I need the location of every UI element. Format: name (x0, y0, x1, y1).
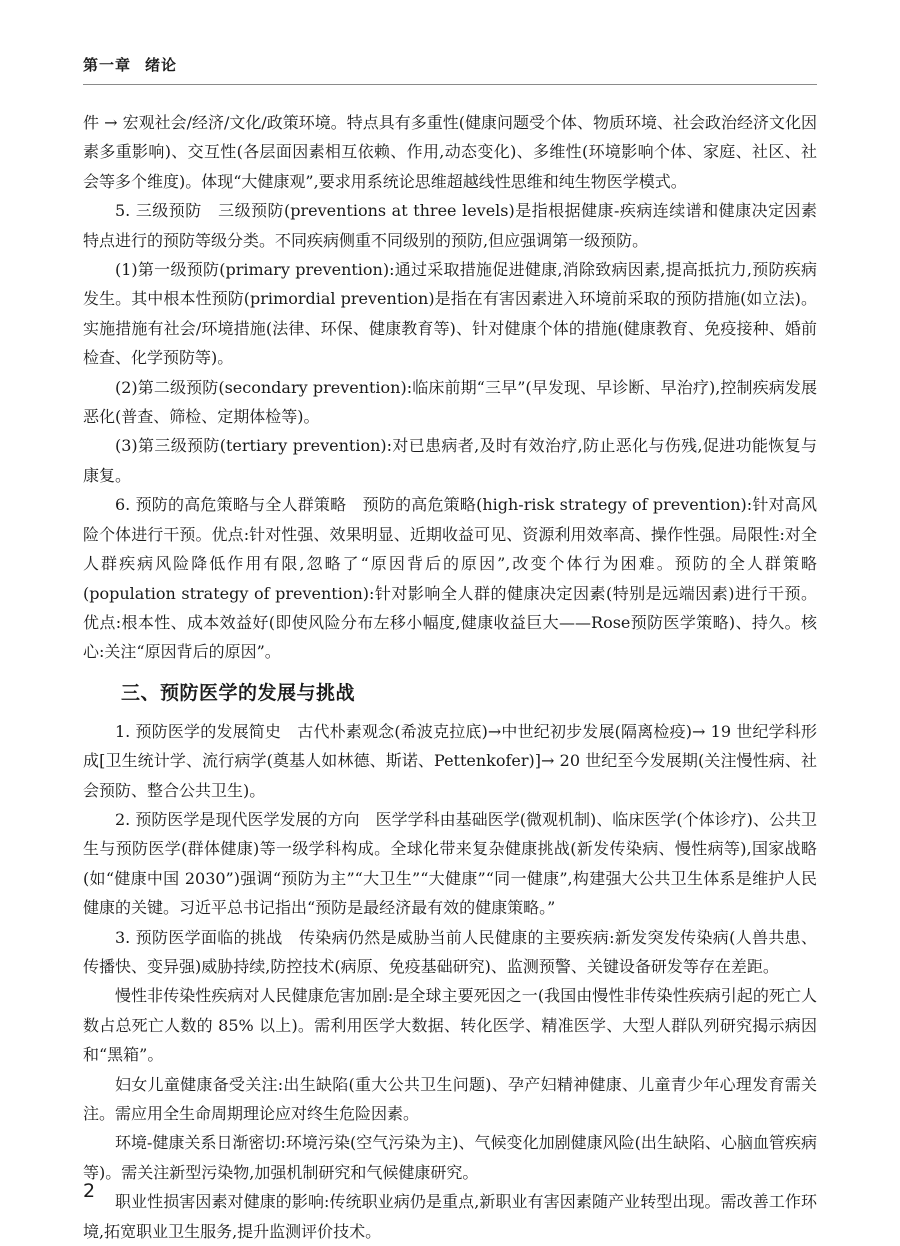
item-5-text: 三级预防(preventions at three levels)是指根据健康-疾病连续谱和健康决定因素特点进行的预防等级分类。不同疾病侧重不同级别的预防,但应强调第一级预防。 (83, 201, 817, 250)
item-6-heading: 6. 预防的高危策略与全人群策略 (115, 495, 347, 515)
item-5-sub-3: (3)第三级预防(tertiary prevention):对已患病者,及时有效治疗,防止恶化与伤残,促进功能恢复与康复。 (83, 436, 817, 485)
section-item-1-heading: 1. 预防医学的发展简史 (115, 721, 282, 741)
page-number: 2 (83, 1180, 96, 1202)
section-item-3-text: 传染病仍然是威胁当前人民健康的主要疾病:新发突发传染病(人兽共患、传播快、变异强)威胁持续,防控技术(病原、免疫基础研究)、监测预警、关键设备研发等存在差距。 (83, 927, 817, 976)
item-5-sub-1: (1)第一级预防(primary prevention):通过采取措施促进健康,消除致病因素,提高抵抗力,预防疾病发生。其中根本性预防(primordial prevention)是指在有害因素进入环境前采取的预防措施(如立法)。实施措施有社会/环境措施(法律、环保、健康教育等)、针对健康个体的措施(健康教育、免疫接种、婚前检查、化学预防等)。 (83, 260, 817, 368)
chapter-label: 第一章 (83, 56, 132, 74)
item-6-text: 预防的高危策略(high-risk strategy of prevention):针对高风险个体进行干预。优点:针对性强、效果明显、近期收益可见、资源利用效率高、操作性强。局限性:对全人群疾病风险降低作用有限,忽略了“原因背后的原因”,改变个体行为困难。预防的全人群策略(population strategy of prevention):针对影响全人群的健康决定因素(特别是远端因素)进行干预。优点:根本性、成本效益好(即使风险分布左移小幅度,健康收益巨大——Rose预防医学策略)、持久。核心:关注“原因背后的原因”。 (83, 495, 817, 662)
paragraph-environment: 环境-健康关系日渐密切:环境污染(空气污染为主)、气候变化加剧健康风险(出生缺陷、心脑血管疾病等)。需关注新型污染物,加强机制研究和气候健康研究。 (83, 1133, 817, 1182)
item-6-paragraph (83, 490, 817, 666)
intro-paragraph: 件 → 宏观社会/经济/文化/政策环境。特点具有多重性(健康问题受个体、物质环境、社会政治经济文化因素多重影响)、交互性(各层面因素相互依赖、作用,动态变化)、多维性(环境影响个体、家庭、社区、社会等多个维度)。体现“大健康观”,要求用系统论思维超越线性思维和纯生物医学模式。 (83, 113, 817, 191)
section-item-1-text: 古代朴素观念(希波克拉底)→中世纪初步发展(隔离检疫)→ 19 世纪学科形成[卫生统计学、流行病学(奠基人如林德、斯诺、Pettenkofer)]→ 20 世纪至今发展期(关注慢性病、社会预防、整合公共卫生)。 (83, 721, 817, 800)
section-item-3 (83, 923, 817, 982)
running-header (83, 54, 177, 75)
header-divider (83, 84, 817, 85)
paragraph-occupational: 职业性损害因素对健康的影响:传统职业病仍是重点,新职业有害因素随产业转型出现。需改善工作环境,拓宽职业卫生服务,提升监测评价技术。 (83, 1192, 817, 1241)
item-5-sub-2: (2)第二级预防(secondary prevention):临床前期“三早”(早发现、早诊断、早治疗),控制疾病发展恶化(普查、筛检、定期体检等)。 (83, 377, 817, 427)
page-body (83, 108, 817, 1246)
item-5-heading: 5. 三级预防 (115, 201, 202, 221)
section-heading: 三、预防医学的发展与挑战 (121, 681, 356, 704)
paragraph-women-children: 妇女儿童健康备受关注:出生缺陷(重大公共卫生问题)、孕产妇精神健康、儿童青少年心理发育需关注。需应用全生命周期理论应对终生危险因素。 (83, 1074, 817, 1123)
section-item-3-heading: 3. 预防医学面临的挑战 (115, 927, 283, 947)
chapter-title: 绪论 (145, 56, 178, 74)
section-item-2-text: 医学学科由基础医学(微观机制)、临床医学(个体诊疗)、公共卫生与预防医学(群体健康)等一级学科构成。全球化带来复杂健康挑战(新发传染病、慢性病等),国家战略(如“健康中国 2030”)强调“预防为主”“大卫生”“大健康”“同一健康”,构建强大公共卫生体系是维护人民健康的关键。习近平总书记指出“预防是最经济最有效的健康策略。” (83, 809, 817, 918)
section-item-1 (83, 717, 817, 805)
paragraph-chronic-disease: 慢性非传染性疾病对人民健康危害加剧:是全球主要死因之一(我国由慢性非传染性疾病引起的死亡人数占总死亡人数的 85% 以上)。需利用医学大数据、转化医学、精准医学、大型人群队列研究揭示病因和“黑箱”。 (83, 986, 817, 1065)
item-5-paragraph (83, 196, 817, 255)
section-item-2 (83, 805, 817, 923)
section-item-2-heading: 2. 预防医学是现代医学发展的方向 (115, 809, 360, 829)
